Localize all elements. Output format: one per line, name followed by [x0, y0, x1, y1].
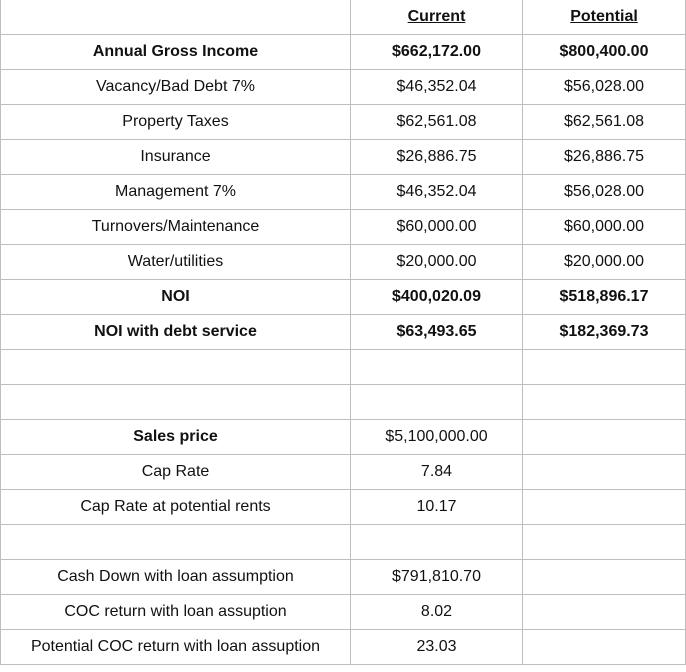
- row-label[interactable]: NOI with debt service: [1, 315, 351, 350]
- table-row: [1, 210, 686, 245]
- row-label[interactable]: Sales price: [1, 420, 351, 455]
- row-label[interactable]: Insurance: [1, 140, 351, 175]
- cell-empty[interactable]: [1, 385, 351, 420]
- header-potential[interactable]: Potential: [523, 0, 686, 35]
- table-row: [1, 490, 686, 525]
- cell-empty[interactable]: [523, 525, 686, 560]
- table-row: [1, 455, 686, 490]
- potential-value[interactable]: $60,000.00: [523, 210, 686, 245]
- current-value[interactable]: $63,493.65: [351, 315, 523, 350]
- cell-empty[interactable]: [351, 385, 523, 420]
- row-label[interactable]: Annual Gross Income: [1, 35, 351, 70]
- current-value[interactable]: $26,886.75: [351, 140, 523, 175]
- current-value[interactable]: $5,100,000.00: [351, 420, 523, 455]
- spreadsheet-body: [1, 0, 686, 665]
- empty-row: [1, 525, 686, 560]
- cell-empty[interactable]: [351, 350, 523, 385]
- cell-empty[interactable]: [523, 385, 686, 420]
- row-label[interactable]: Vacancy/Bad Debt 7%: [1, 70, 351, 105]
- cell-empty[interactable]: [523, 420, 686, 455]
- cell-empty[interactable]: [1, 525, 351, 560]
- current-value[interactable]: $46,352.04: [351, 70, 523, 105]
- cell-empty[interactable]: [523, 490, 686, 525]
- table-row: [1, 70, 686, 105]
- potential-value[interactable]: $800,400.00: [523, 35, 686, 70]
- header-current[interactable]: Current: [351, 0, 523, 35]
- current-value[interactable]: $662,172.00: [351, 35, 523, 70]
- current-value[interactable]: $400,020.09: [351, 280, 523, 315]
- current-value[interactable]: 7.84: [351, 455, 523, 490]
- potential-value[interactable]: $182,369.73: [523, 315, 686, 350]
- potential-value[interactable]: $56,028.00: [523, 70, 686, 105]
- potential-value[interactable]: $62,561.08: [523, 105, 686, 140]
- current-value[interactable]: 8.02: [351, 595, 523, 630]
- current-value[interactable]: 10.17: [351, 490, 523, 525]
- row-label[interactable]: NOI: [1, 280, 351, 315]
- cell-empty[interactable]: [523, 595, 686, 630]
- table-row: [1, 315, 686, 350]
- cell-empty[interactable]: [523, 455, 686, 490]
- table-row: [1, 630, 686, 665]
- row-label[interactable]: Management 7%: [1, 175, 351, 210]
- table-row: [1, 140, 686, 175]
- row-label[interactable]: Turnovers/Maintenance: [1, 210, 351, 245]
- cell-empty[interactable]: [523, 630, 686, 665]
- cell-empty[interactable]: [1, 350, 351, 385]
- potential-value[interactable]: $20,000.00: [523, 245, 686, 280]
- current-value[interactable]: $62,561.08: [351, 105, 523, 140]
- potential-value[interactable]: $518,896.17: [523, 280, 686, 315]
- row-label[interactable]: Cash Down with loan assumption: [1, 560, 351, 595]
- current-value[interactable]: $20,000.00: [351, 245, 523, 280]
- row-label[interactable]: Cap Rate: [1, 455, 351, 490]
- current-value[interactable]: $60,000.00: [351, 210, 523, 245]
- table-row: [1, 105, 686, 140]
- empty-row: [1, 350, 686, 385]
- table-row: [1, 595, 686, 630]
- current-value[interactable]: 23.03: [351, 630, 523, 665]
- cell-empty[interactable]: [523, 350, 686, 385]
- table-row: [1, 420, 686, 455]
- cell-empty[interactable]: [351, 525, 523, 560]
- current-value[interactable]: $791,810.70: [351, 560, 523, 595]
- potential-value[interactable]: $56,028.00: [523, 175, 686, 210]
- potential-value[interactable]: $26,886.75: [523, 140, 686, 175]
- table-row: [1, 280, 686, 315]
- table-row: [1, 35, 686, 70]
- row-label[interactable]: Water/utilities: [1, 245, 351, 280]
- row-label[interactable]: Potential COC return with loan assuption: [1, 630, 351, 665]
- cell-empty[interactable]: [1, 0, 351, 35]
- table-row: [1, 560, 686, 595]
- row-label[interactable]: Cap Rate at potential rents: [1, 490, 351, 525]
- cell-empty[interactable]: [523, 560, 686, 595]
- table-row: [1, 245, 686, 280]
- row-label[interactable]: Property Taxes: [1, 105, 351, 140]
- current-value[interactable]: $46,352.04: [351, 175, 523, 210]
- table-row: [1, 175, 686, 210]
- empty-row: [1, 385, 686, 420]
- header-row: [1, 0, 686, 35]
- row-label[interactable]: COC return with loan assuption: [1, 595, 351, 630]
